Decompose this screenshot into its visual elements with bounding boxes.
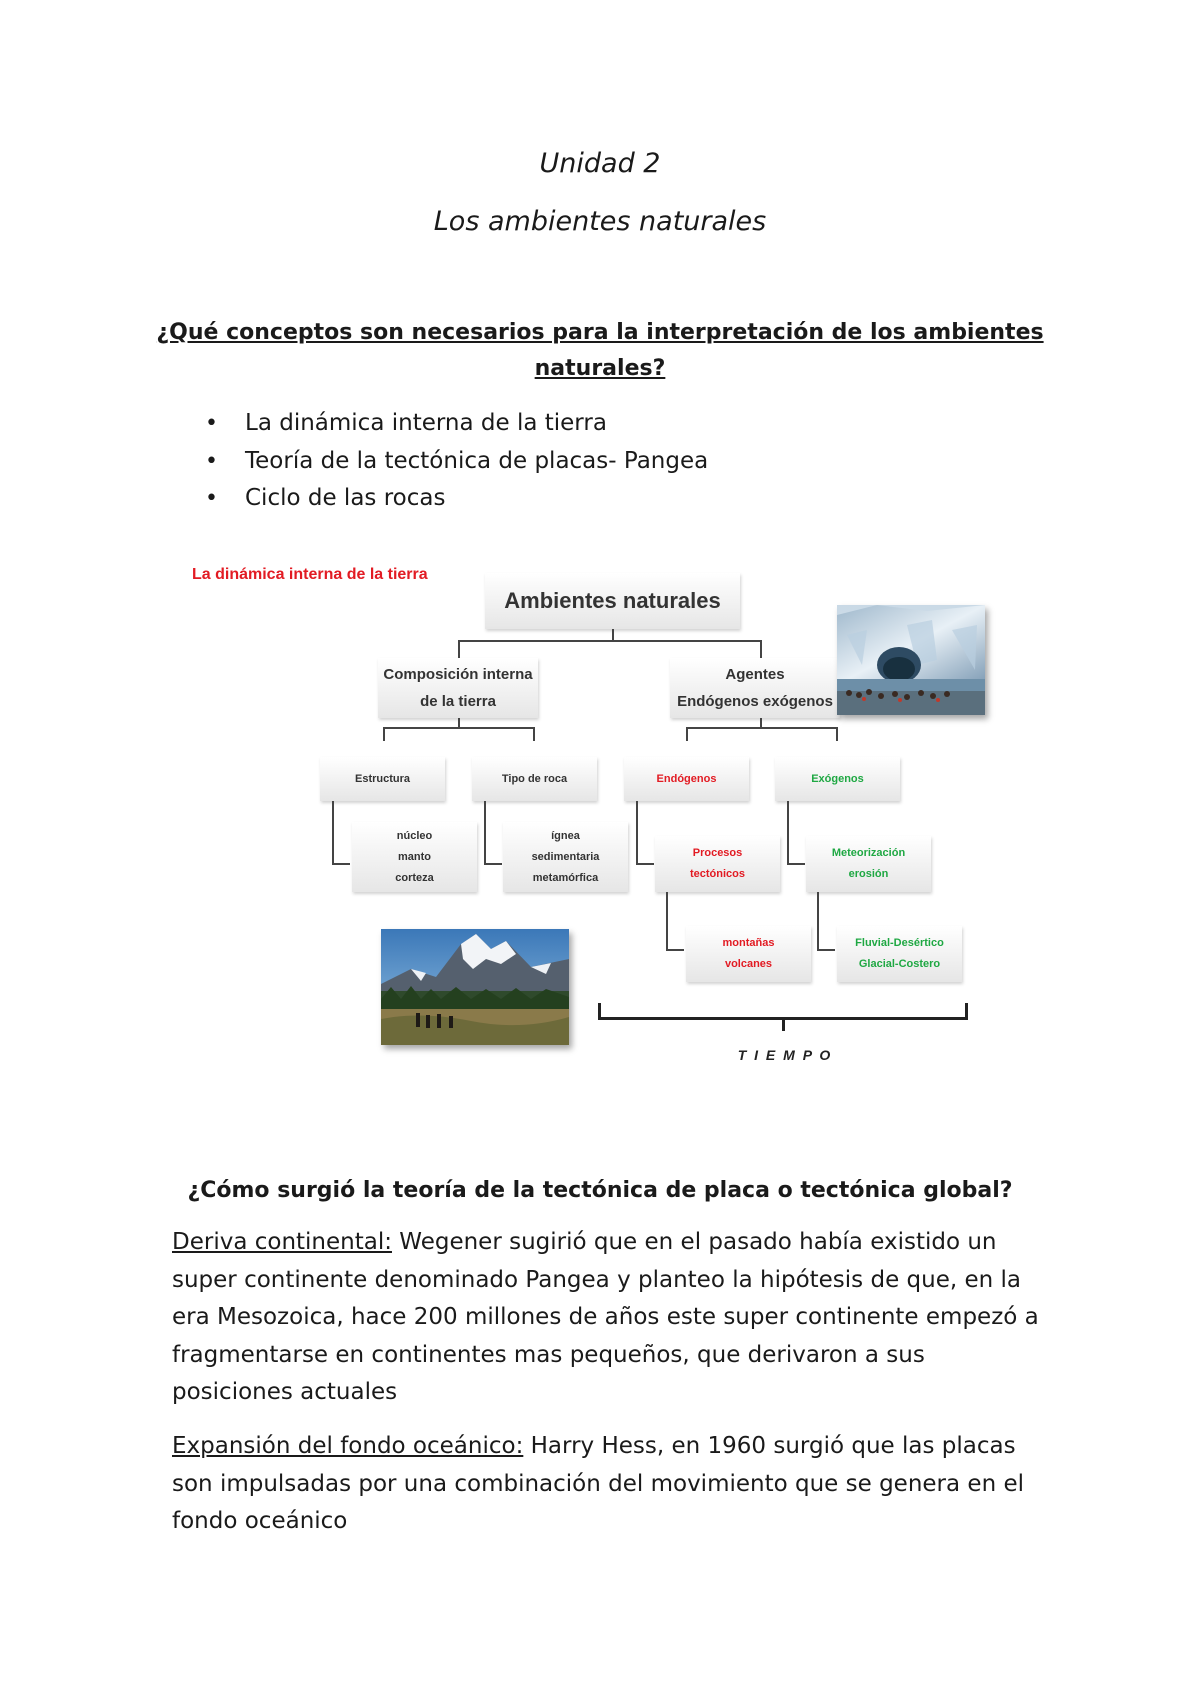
mountain-photo [381,929,569,1045]
diagram-root-label: Ambientes naturales [504,588,721,613]
exogenos-box [775,757,900,801]
list-item: núcleo [396,829,433,842]
connector [484,801,486,864]
exogenos-label: Exógenos [811,773,864,785]
connector [332,801,334,864]
expansion-text: Harry Hess, en 1960 surgió que las placas son impulsadas por una combinación del movimiento que se genera en el fondo oceánico [172,1433,1024,1534]
list-item: sedimentaria [531,850,600,863]
connector [332,863,350,865]
connector [787,801,789,864]
connector [533,727,535,741]
tipo-roca-box [472,757,597,801]
list-item: ígnea [551,829,580,842]
composicion-line1: Composición interna [383,666,533,683]
connector [636,863,654,865]
connector [787,863,805,865]
list-item: • La dinámica interna de la tierra [205,405,708,443]
meteorizacion-box [806,836,931,892]
composicion-box [378,658,538,718]
connector [666,949,684,951]
composicion-line2: de la tierra [420,693,496,710]
time-bracket [598,1003,601,1020]
question-concepts-line2: naturales? [534,356,666,381]
connector [383,727,385,741]
mountain-image [381,929,569,1045]
list-item: Fluvial-Desértico [855,937,944,949]
glacier-image [837,605,985,715]
list-item: Glacial-Costero [858,958,941,970]
list-item: Meteorización [831,847,906,859]
list-item: metamórfica [532,871,599,884]
list-item: erosión [848,868,889,880]
estructura-box [320,757,445,801]
connector [686,727,838,729]
connector [666,892,668,950]
tiempo-label: T I E M P O [737,1047,833,1063]
endogenos-label: Endógenos [656,773,717,785]
connector [817,949,835,951]
list-item: Procesos [692,847,743,859]
list-item: montañas [722,937,775,949]
diagram-root-box [485,573,740,629]
connector [817,892,819,950]
connector [383,727,535,729]
connector [484,863,502,865]
tipo-roca-label: Tipo de roca [501,773,568,785]
concepts-list [205,405,708,518]
connector [686,727,688,741]
connector [760,640,762,658]
connector [636,801,638,864]
agentes-line1: Agentes [725,666,785,683]
expansion-label: Expansión del fondo oceánico: [172,1433,524,1459]
agentes-box [670,658,840,718]
agentes-line2: Endógenos exógenos [677,693,833,710]
list-item: manto [398,850,431,863]
ambientes-box [837,926,962,982]
list-item: tectónicos [689,868,745,880]
deriva-text: Wegener sugirió que en el pasado había existido un super continente denominado Pangea y planteo la hipótesis de que, en la era Mesozoica, hace 200 millones de años este super continente empezó a fragmentarse en continentes mas pequeños, que derivaron a sus posiciones actuales [172,1229,1039,1405]
time-bracket [782,1017,785,1031]
page-title: Los ambientes naturales [433,206,767,237]
glacier-photo [837,605,985,715]
estructura-label: Estructura [354,773,411,785]
connector [458,640,460,658]
expansion-paragraph [172,1428,1042,1541]
estructura-items-box [352,822,477,892]
deriva-paragraph [172,1224,1042,1412]
question-concepts-line1: ¿Qué conceptos son necesarios para la interpretación de los ambientes [156,320,1044,345]
list-item: • Ciclo de las rocas [205,480,708,518]
roca-items-box [503,822,628,892]
diagram-caption: La dinámica interna de la tierra [192,566,428,583]
endogenos-box [624,757,749,801]
list-item: corteza [395,871,434,884]
procesos-box [655,836,780,892]
deriva-label: Deriva continental: [172,1229,392,1255]
time-bracket [965,1003,968,1020]
list-item: • Teoría de la tectónica de placas- Pangea [205,443,708,481]
question-tectonics: ¿Cómo surgió la teoría de la tectónica de placa o tectónica global? [187,1178,1013,1203]
connector [458,640,762,642]
list-item: volcanes [724,958,773,970]
relieve-box [686,926,811,982]
unit-title: Unidad 2 [539,148,661,179]
connector [836,727,838,741]
